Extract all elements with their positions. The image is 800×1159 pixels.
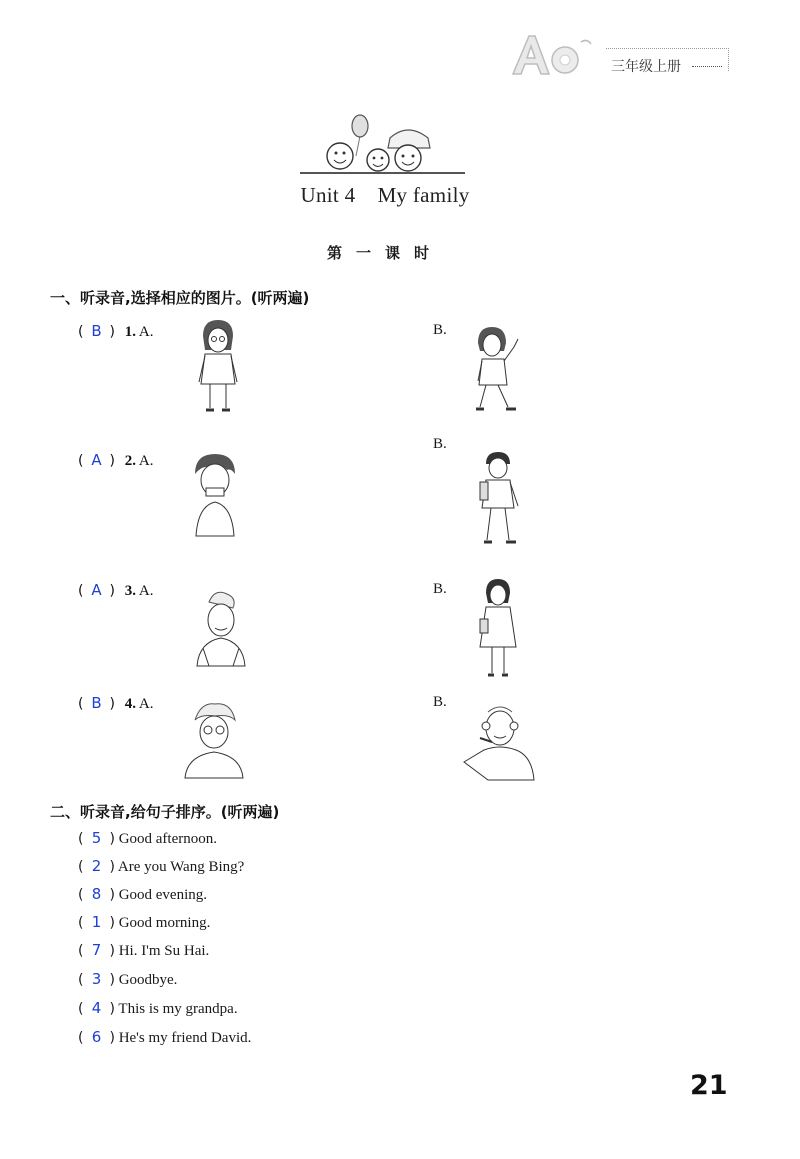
grandpa-figure (460, 702, 536, 782)
option-a-label: A. (138, 583, 154, 599)
order-answer-8[interactable]: 6 (91, 1028, 102, 1046)
option-b-label: B. (433, 322, 447, 338)
grandma-figure (193, 588, 249, 668)
sentence-text: Goodbye. (118, 972, 178, 988)
question-2: ( A ) 2. A. (78, 451, 154, 469)
title-underline (300, 172, 465, 174)
lesson-title: 第一课时 (326, 244, 443, 262)
order-answer-2[interactable]: 2 (91, 857, 102, 875)
boy-laughing-figure (190, 452, 240, 540)
answer-4[interactable]: B (91, 694, 102, 712)
sentence-text: Are you Wang Bing? (117, 859, 245, 875)
sentence-text: Good morning. (118, 915, 211, 931)
answer-3[interactable]: A (91, 581, 102, 599)
answer-2[interactable]: A (91, 451, 102, 469)
order-answer-4[interactable]: 1 (91, 913, 102, 931)
unit-title: Unit 4 My family (300, 183, 470, 207)
family-faces-illustration (318, 112, 438, 176)
girl-waving-figure (470, 323, 522, 413)
option-a-label: A. (138, 453, 154, 469)
section1-heading: 一、听录音,选择相应的图片。(听两遍) (50, 289, 310, 307)
sentence-text: He's my friend David. (118, 1030, 252, 1046)
page-number: 21 (690, 1070, 728, 1101)
grade-label: 三年级上册 (611, 59, 681, 75)
question-3: ( A ) 3. A. (78, 581, 154, 599)
question-number: 4. (124, 696, 136, 712)
mother-standing-figure (478, 577, 518, 679)
answer-1[interactable]: B (91, 322, 102, 340)
order-answer-5[interactable]: 7 (91, 941, 102, 959)
sentence-item: ( 1 ) Good morning. (78, 913, 211, 931)
series-logo (505, 30, 595, 80)
sentence-item: ( 3 ) Goodbye. (78, 970, 178, 988)
section2-heading: 二、听录音,给句子排序。(听两遍) (50, 803, 280, 821)
sentence-item: ( 5 ) Good afternoon. (78, 829, 217, 847)
grandma-glasses-figure (183, 700, 245, 780)
boy-walking-figure (476, 450, 522, 548)
sentence-item: ( 6 ) He's my friend David. (78, 1028, 252, 1046)
option-b-label: B. (433, 436, 447, 452)
order-answer-7[interactable]: 4 (91, 999, 102, 1017)
order-answer-1[interactable]: 5 (91, 829, 102, 847)
girl-standing-figure (193, 318, 243, 416)
sentence-text: Good afternoon. (118, 831, 217, 847)
order-answer-6[interactable]: 3 (91, 970, 102, 988)
sentence-text: This is my grandpa. (118, 1001, 238, 1017)
sentence-text: Hi. I'm Su Hai. (118, 943, 210, 959)
header-dots (692, 66, 722, 67)
option-a-label: A. (138, 696, 154, 712)
question-4: ( B ) 4. A. (78, 694, 154, 712)
sentence-text: Good evening. (118, 887, 208, 903)
option-b-label: B. (433, 694, 447, 710)
question-number: 1. (124, 324, 136, 340)
sentence-item: ( 4 ) This is my grandpa. (78, 999, 238, 1017)
option-a-label: A. (138, 324, 154, 340)
sentence-item: ( 7 ) Hi. I'm Su Hai. (78, 941, 210, 959)
question-number: 3. (124, 583, 136, 599)
question-number: 2. (124, 453, 136, 469)
sentence-item: ( 2 ) Are you Wang Bing? (78, 857, 245, 875)
option-b-label: B. (433, 581, 447, 597)
question-1: ( B ) 1. A. (78, 322, 154, 340)
order-answer-3[interactable]: 8 (91, 885, 102, 903)
sentence-item: ( 8 ) Good evening. (78, 885, 208, 903)
